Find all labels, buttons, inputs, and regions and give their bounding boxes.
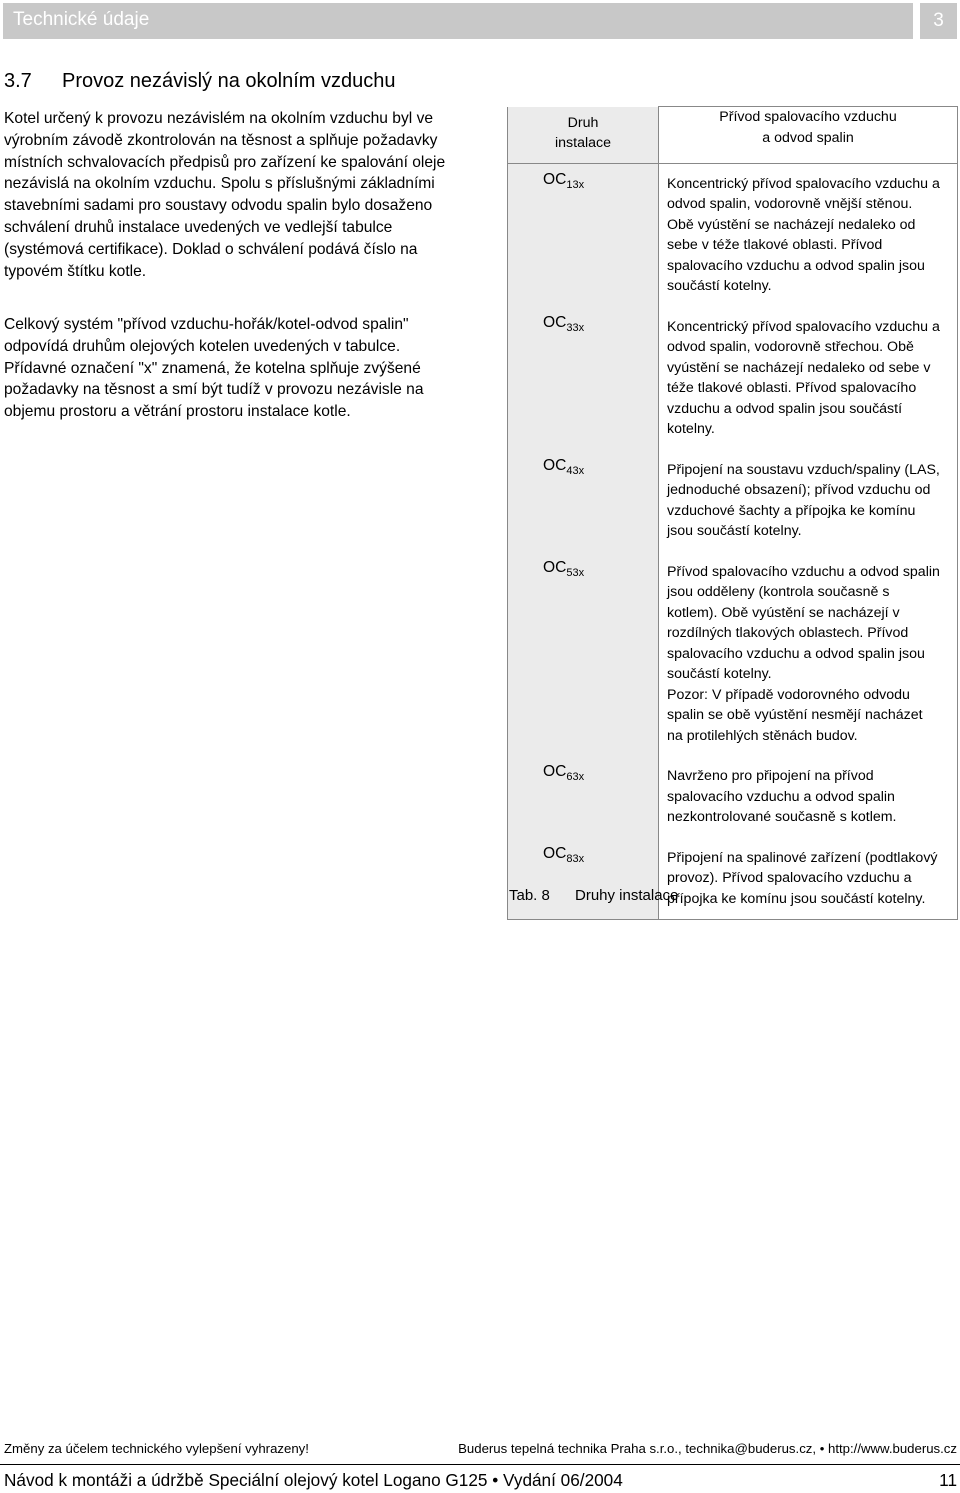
paragraph: Celkový systém "přívod vzduchu-hořák/kotel-odvod spalin" odpovídá druhům olejových kotelen uvedených v tabulce. Přídavné označení "x" znamená, že kotelna splňuje zvýšené požadavky na těsnost a smí být tudíž v provozu nezávisle na objemu prostoru a větrání prostoru instalace kotle.	[4, 316, 424, 421]
section-title: Provoz nezávislý na okolním vzduchu	[62, 70, 396, 92]
paragraph: Kotel určený k provozu nezávislém na okolním vzduchu byl ve výrobním závodě zkontrolován na těsnost a splňuje požadavky místních schvalovacích předpisů pro zařízení ke spalování oleje nezávislá na okolním vzduchu. Spolu s příslušnými základními stavebními sadami pro soustavy odvodu spalin bylo dosaženo schválení druhů instalace uvedených ve vedlejší tabulce (systémová certifikace). Doklad o schválení podává číslo na typovém štítku kotle.	[4, 110, 446, 280]
table-row	[508, 450, 958, 552]
table-row	[508, 163, 958, 307]
installation-types-table	[507, 106, 958, 920]
table-header-type: Druh instalace	[508, 107, 659, 164]
header-title: Technické údaje	[13, 9, 150, 30]
footer-company: Buderus tepelná technika Praha s.r.o., technika@buderus.cz, • http://www.buderus.cz	[458, 1441, 957, 1456]
installation-code: $OC_{53x}$	[508, 552, 659, 757]
installation-description: Koncentrický přívod spalovacího vzduchu a odvod spalin, vodorovně vnější stěnou. Obě vyústění se nacházejí nedaleko od sebe v téže tlakové oblasti. Přívod spalovacího vzduchu a odvod spalin jsou součástí kotelny.	[659, 163, 958, 307]
installation-description: Navrženo pro připojení na přívod spalovacího vzduchu a odvod spalin nezkontrolované současně s kotlem.	[659, 756, 958, 838]
installation-description: Přívod spalovacího vzduchu a odvod spalin jsou odděleny (kontrola současně s kotlem). Obě vyústění se nacházejí v rozdílných tlakových oblastech. Přívod spalovacího vzduchu a odvod spalin jsou součástí kotelny. Pozor: V případě vodorovného odvodu spalin se obě vyústění nesmějí nacházet na protilehlých stěnách budov.	[659, 552, 958, 757]
section-number: 3.7	[4, 70, 32, 92]
table-caption	[509, 887, 678, 904]
footer-disclaimer: Změny za účelem technického vylepšení vyhrazeny!	[4, 1441, 309, 1456]
table-row	[508, 552, 958, 757]
installation-description: Koncentrický přívod spalovacího vzduchu a odvod spalin, vodorovně střechou. Obě vyústění se nacházejí nedaleko od sebe v téže tlakové oblasti. Přívod spalovacího vzduchu a odvod spalin jsou součástí kotelny.	[659, 307, 958, 450]
installation-code: $OC_{63x}$	[508, 756, 659, 838]
section-heading	[4, 70, 396, 93]
installation-code: $OC_{43x}$	[508, 450, 659, 552]
footer-document-title: Návod k montáži a údržbě Speciální olejový kotel Logano G125 • Vydání 06/2004	[4, 1470, 623, 1490]
table-caption-text: Druhy instalace	[575, 887, 679, 904]
chapter-number: 3	[920, 3, 957, 39]
header-bar	[3, 3, 913, 39]
installation-description: Připojení na soustavu vzduch/spaliny (LAS, jednoduché obsazení); přívod vzduchu od vzduchové šachty a přípojka ke komínu jsou součástí kotelny.	[659, 450, 958, 552]
table-header-supply: Přívod spalovacího vzduchu a odvod spalin	[659, 107, 958, 164]
table-row	[508, 307, 958, 450]
installation-code: $OC_{83x}$	[508, 838, 659, 920]
installation-note: Pozor: V případě vodorovného odvodu spalin se obě vyústění nesmějí nacházet na protilehlých stěnách budov.	[667, 686, 923, 744]
table-header-row	[508, 107, 958, 164]
footer-divider	[0, 1464, 960, 1465]
installation-description: Připojení na spalinové zařízení (podtlakový provoz). Přívod spalovacího vzduchu a přípojka ke komínu jsou součástí kotelny.	[659, 838, 958, 920]
installation-code: $OC_{13x}$	[508, 163, 659, 307]
table-row	[508, 756, 958, 838]
page-number: 11	[939, 1470, 957, 1490]
table-caption-label: Tab. 8	[509, 887, 550, 904]
installation-code: $OC_{33x}$	[508, 307, 659, 450]
table-row	[508, 838, 958, 920]
